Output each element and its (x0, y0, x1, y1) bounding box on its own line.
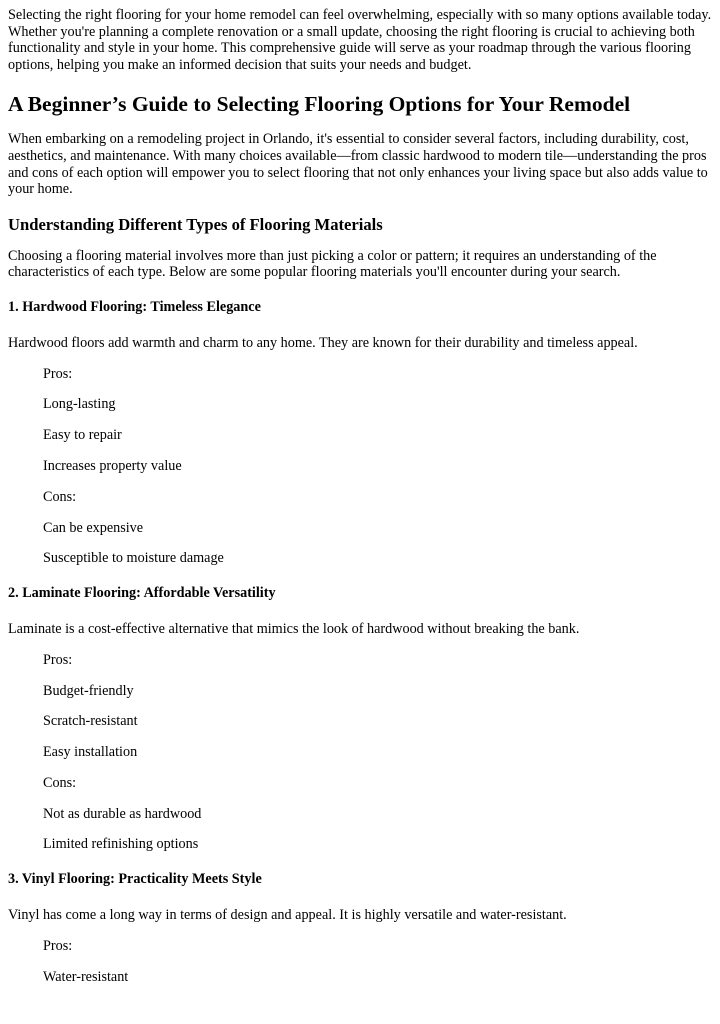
section-heading: Understanding Different Types of Flooring Materials (8, 214, 383, 234)
list-item: Easy to repair (43, 427, 122, 444)
list-item: Pros: (43, 937, 73, 954)
vinyl-heading: 3. Vinyl Flooring: Practicality Meets Style (8, 871, 262, 888)
section-intro-paragraph: Choosing a flooring material involves more than just picking a color or pattern; it requires an understanding of the characteristics of each type. Below are some popular flooring materials you'll encounter during your search. (8, 247, 657, 281)
vinyl-description: Vinyl has come a long way in terms of design and appeal. It is highly versatile and water-resistant. (8, 907, 567, 924)
vinyl-pros-cons-list (8, 938, 712, 986)
list-item: Budget-friendly (43, 682, 134, 699)
laminate-description: Laminate is a cost-effective alternative that mimics the look of hardwood without breaking the bank. (8, 621, 580, 638)
hardwood-pros-cons-list (8, 366, 712, 568)
laminate-heading: 2. Laminate Flooring: Affordable Versatility (8, 585, 276, 602)
list-item: Limited refinishing options (43, 836, 199, 853)
list-item: Increases property value (43, 457, 182, 474)
hardwood-heading: 1. Hardwood Flooring: Timeless Elegance (8, 298, 261, 315)
laminate-pros-cons-list (8, 652, 712, 854)
list-item: Cons: (43, 774, 77, 791)
hardwood-description: Hardwood floors add warmth and charm to any home. They are known for their durability and timeless appeal. (8, 334, 638, 351)
page-title: A Beginner’s Guide to Selecting Flooring Options for Your Remodel (8, 92, 631, 117)
list-item: Can be expensive (43, 519, 144, 536)
list-item: Cons: (43, 488, 77, 505)
list-item: Water-resistant (43, 968, 129, 985)
list-item: Scratch-resistant (43, 713, 138, 730)
list-item: Long-lasting (43, 396, 116, 413)
list-item: Easy installation (43, 744, 138, 761)
list-item: Pros: (43, 651, 73, 668)
intro-paragraph: Selecting the right flooring for your home remodel can feel overwhelming, especially with so many options available today. Whether you're planning a complete renovation or a small update, choosing the right flooring is crucial to achieving both functionality and style in your home. This comprehensive guide will serve as your roadmap through the various flooring options, helping you make an informed decision that suits your needs and budget. (8, 7, 712, 73)
list-item: Susceptible to moisture damage (43, 550, 224, 567)
list-item: Pros: (43, 365, 73, 382)
list-item: Not as durable as hardwood (43, 805, 202, 822)
lead-paragraph: When embarking on a remodeling project in Orlando, it's essential to consider several factors, including durability, cost, aesthetics, and maintenance. With many choices available—from classic hardwood to modern tile—understanding the pros and cons of each option will empower you to select flooring that not only enhances your living space but also adds value to your home. (8, 131, 708, 198)
article (0, 7, 720, 985)
